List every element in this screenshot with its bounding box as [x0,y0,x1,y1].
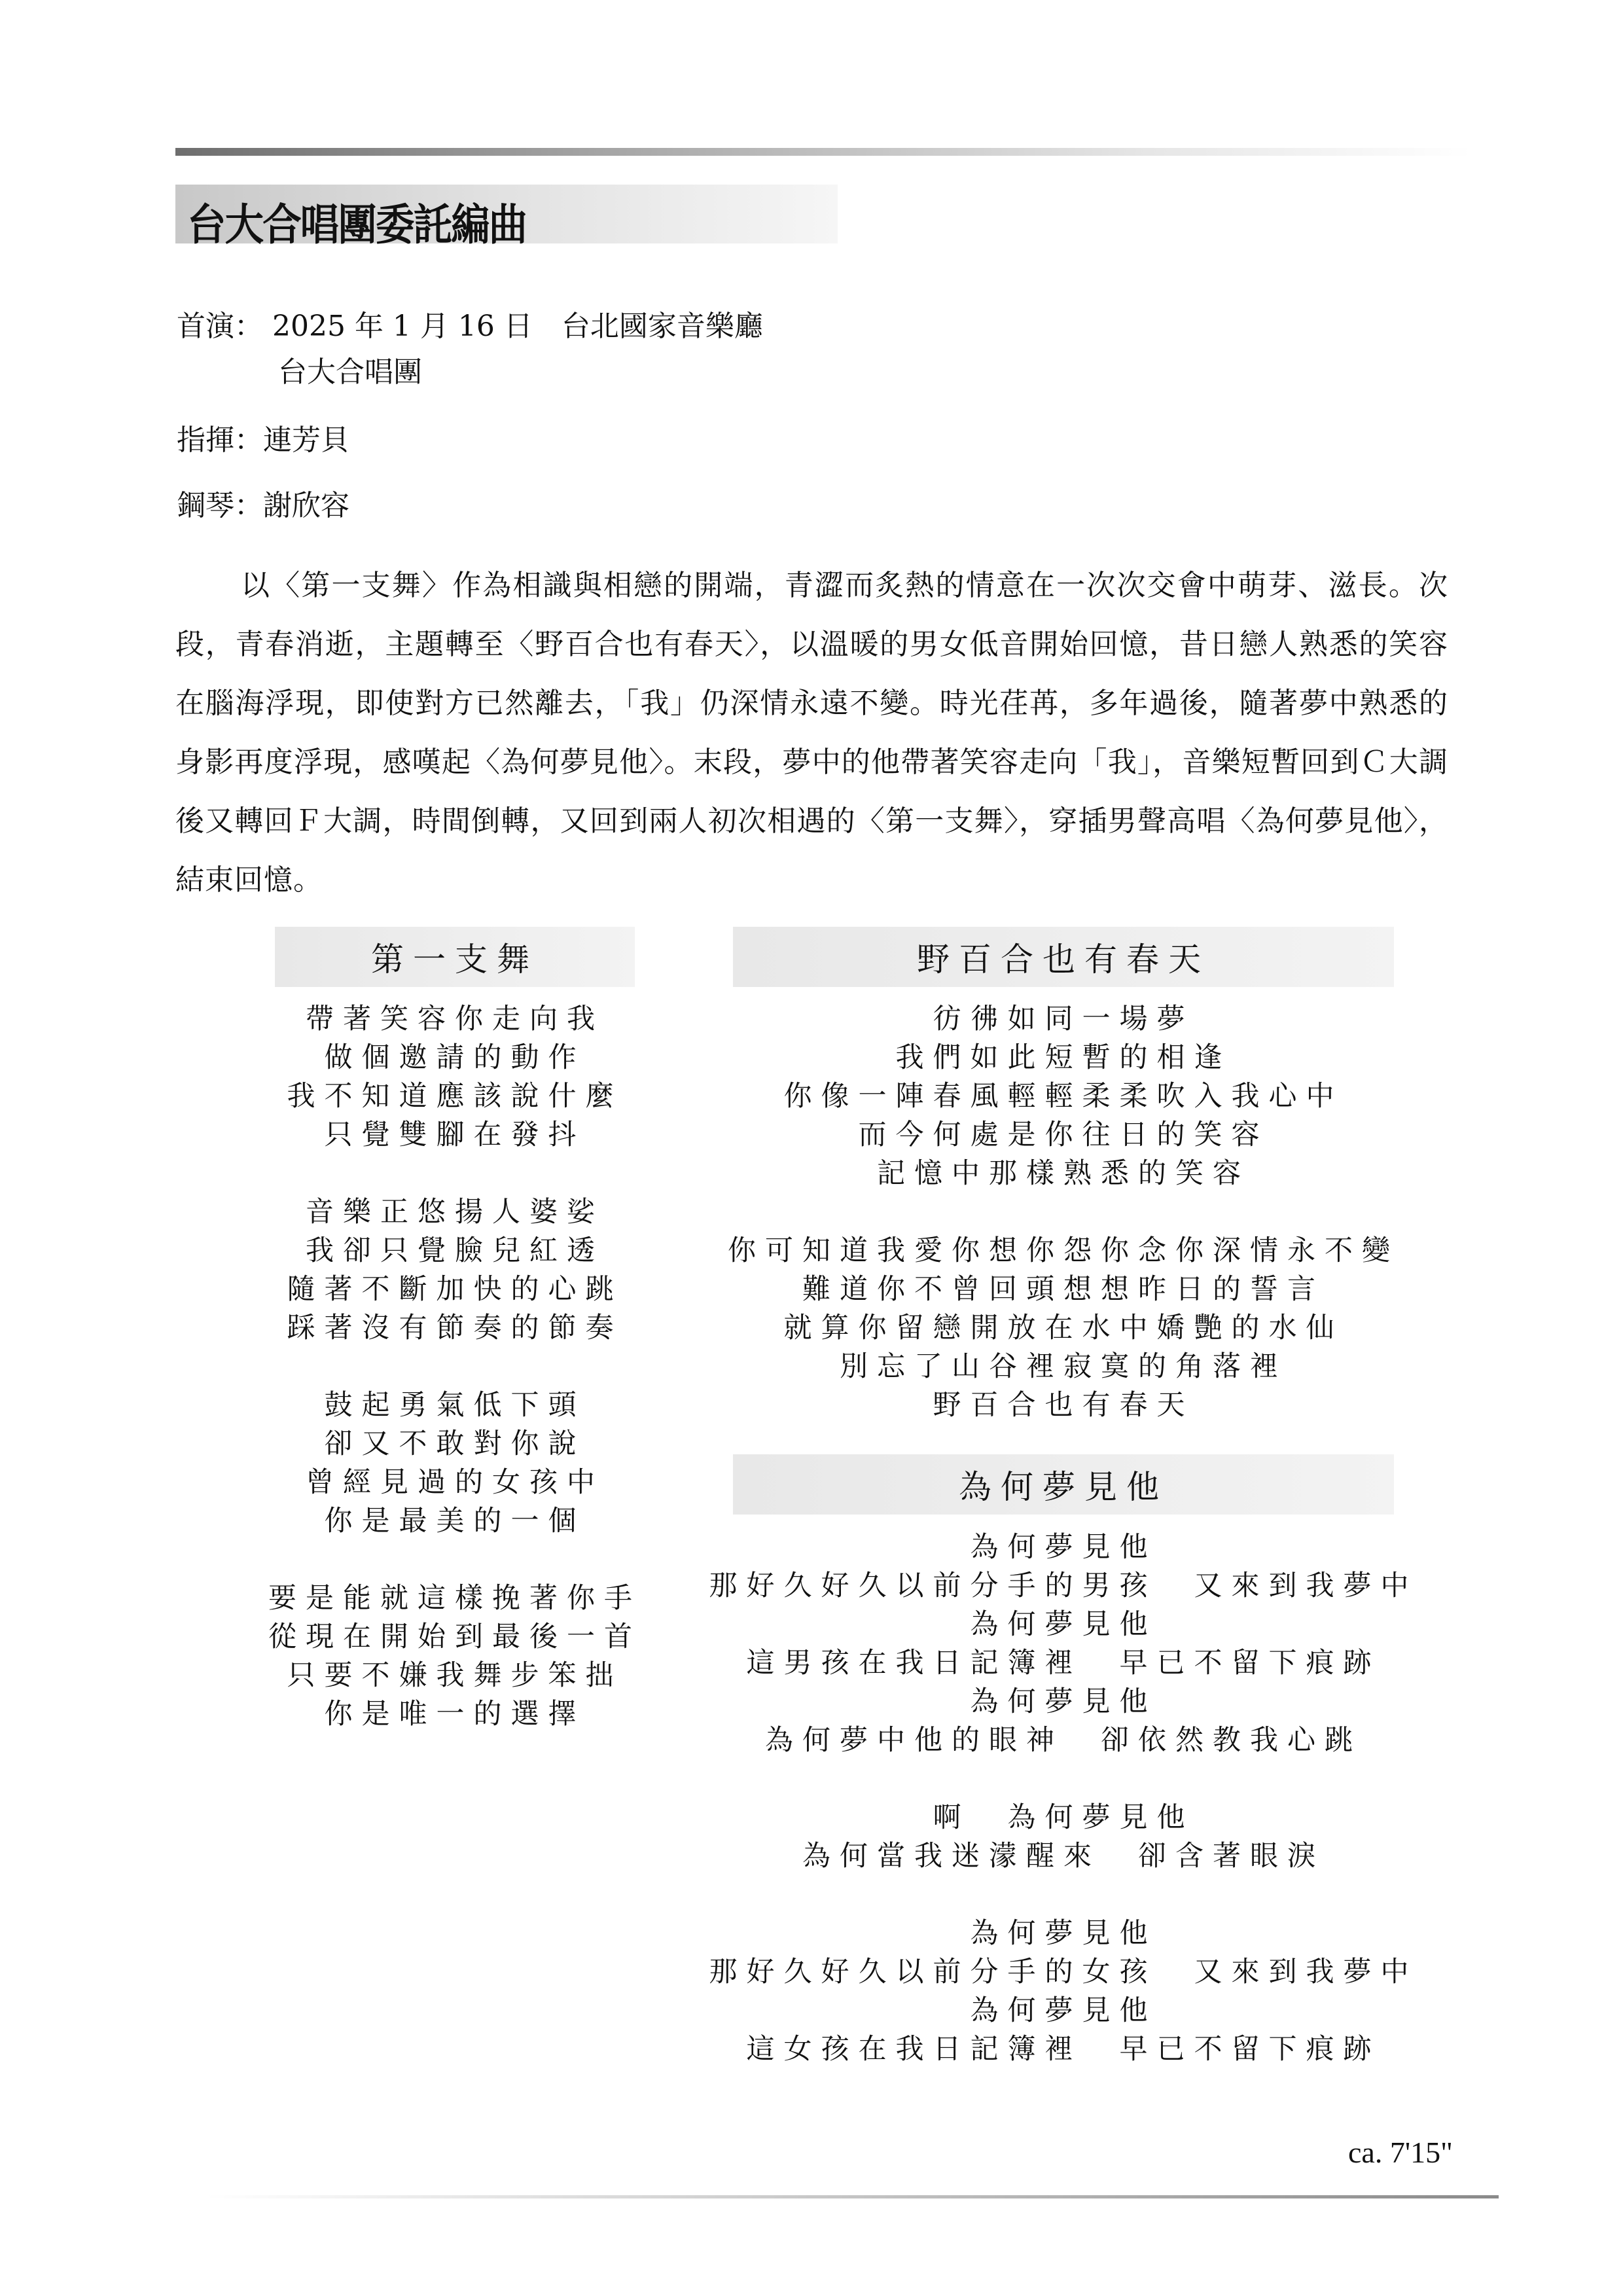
lyric-line: 卻又不敢對你說 [324,1427,586,1460]
lyric-line: 要是能就這樣挽著你手 [268,1582,641,1615]
lyric-line: 啊 為何夢見他 [933,1801,1194,1834]
lyric-line: 那好久好久以前分手的男孩 又來到我夢中 [709,1570,1418,1602]
stanza-gap [704,1760,1423,1799]
song-title-2: 野百合也有春天 [733,927,1394,987]
song-lyrics-3 [704,1528,1423,2069]
lyric-line: 我卻只覺臉兒紅透 [306,1234,604,1267]
lyric-line: 曾經見過的女孩中 [306,1466,604,1499]
song-title-1: 第一支舞 [275,927,635,987]
lyric-line: 這男孩在我日記簿裡 早已不留下痕跡 [746,1647,1381,1679]
lyric-line: 這女孩在我日記簿裡 早已不留下痕跡 [746,2033,1381,2066]
lyric-line: 我不知道應該說什麼 [287,1080,623,1113]
lyric-line: 我們如此短暫的相逢 [895,1041,1232,1074]
header-rule [175,148,1471,156]
piano-info: 鋼琴：謝欣容 [177,489,349,522]
lyric-line: 難道你不曾回頭想想昨日的誓言 [802,1273,1325,1306]
lyric-line: 只要不嫌我舞步笨拙 [287,1659,623,1692]
lyric-line: 為何夢見他 [970,1608,1157,1641]
stanza-gap [704,1193,1423,1232]
lyric-line: 為何夢中他的眼神 卻依然教我心跳 [765,1724,1362,1757]
footer-rule [206,2195,1499,2198]
song-title-3: 為何夢見他 [733,1454,1394,1515]
lyric-line: 為何夢見他 [970,1917,1157,1950]
lyric-line: 野百合也有春天 [933,1389,1194,1422]
stanza-gap [226,1541,684,1579]
lyric-line: 鼓起勇氣低下頭 [324,1389,586,1422]
lyric-line: 你像一陣春風輕輕柔柔吹入我心中 [783,1080,1344,1113]
lyric-line: 做個邀請的動作 [324,1041,586,1074]
lyric-line: 記憶中那樣熟悉的笑容 [877,1157,1250,1190]
duration: ca. 7'15" [1348,2136,1453,2169]
lyric-line: 隨著不斷加快的心跳 [287,1273,623,1306]
lyric-line: 踩著沒有節奏的節奏 [287,1312,623,1344]
lyric-line: 帶著笑容你走向我 [306,1003,604,1035]
lyric-line: 你可知道我愛你想你怨你念你深情永不變 [728,1234,1399,1267]
premiere-performer: 台大合唱團 [278,355,422,389]
title-banner [175,185,838,249]
lyric-line: 你是最美的一個 [324,1505,586,1537]
lyric-line: 那好久好久以前分手的女孩 又來到我夢中 [709,1956,1418,1988]
conductor-info: 指揮：連芳貝 [177,423,349,457]
page-title: 台大合唱團委託編曲 [187,202,527,249]
stanza-gap [226,1348,684,1386]
song-lyrics-2 [704,1000,1423,1425]
lyric-line: 彷彿如同一場夢 [933,1003,1194,1035]
lyric-line: 為何夢見他 [970,1531,1157,1564]
lyric-line: 音樂正悠揚人婆娑 [306,1196,604,1229]
lyric-line: 只覺雙腳在發抖 [324,1119,586,1151]
premiere-info: 首演： 2025 年 1 月 16 日 台北國家音樂廳 [177,310,763,343]
lyric-line: 從現在開始到最後一首 [268,1621,641,1653]
lyric-line: 而今何處是你往日的笑容 [858,1119,1269,1151]
stanza-gap [704,1876,1423,1914]
lyric-line: 就算你留戀開放在水中嬌艷的水仙 [783,1312,1344,1344]
lyric-line: 為何夢見他 [970,1685,1157,1718]
lyric-line: 別忘了山谷裡寂寞的角落裡 [840,1350,1287,1383]
stanza-gap [226,1155,684,1193]
lyric-line: 你是唯一的選擇 [324,1698,586,1731]
song-lyrics-1 [226,1000,684,1734]
program-notes: 以〈第一支舞〉作為相識與相戀的開端，青澀而炙熱的情意在一次次交會中萌芽、滋長。次段，青春消逝，主題轉至〈野百合也有春天〉，以溫暖的男女低音開始回憶，昔日戀人熟悉的笑容在腦海浮現，即使對方已然離去，「我」仍深情永遠不變。時光荏苒，多年過後，隨著夢中熟悉的身影再度浮現，感嘆起〈為何夢見他〉。末段，夢中的他帶著笑容走向「我」，音樂短暫回到Ｃ大調後又轉回Ｆ大調，時間倒轉，又回到兩人初次相遇的〈第一支舞〉，穿插男聲高唱〈為何夢見他〉，結束回憶。 [175,569,1448,897]
lyric-line: 為何當我迷濛醒來 卻含著眼淚 [802,1840,1325,1873]
lyric-line: 為何夢見他 [970,1994,1157,2027]
